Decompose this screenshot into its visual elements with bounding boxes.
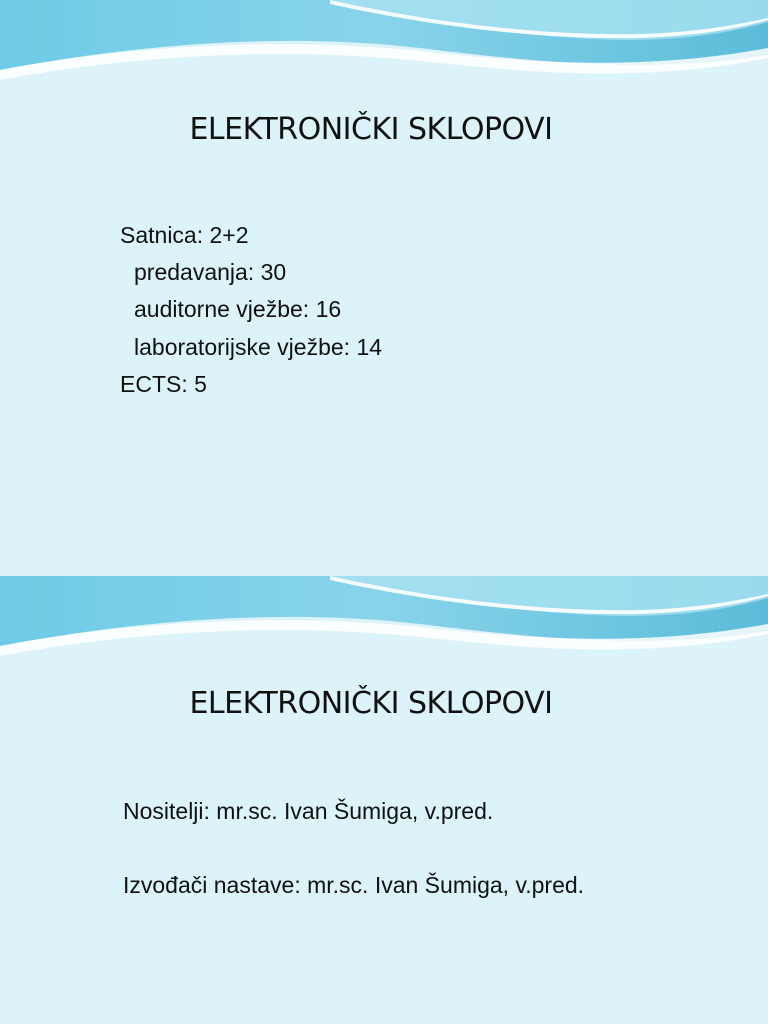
text-satnica: Satnica: 2+2 (120, 222, 249, 248)
wave-header-graphic (0, 0, 768, 90)
text-auditorne-vjezbe: auditorne vježbe: 16 (134, 296, 342, 322)
text-nositelji: Nositelji: mr.sc. Ivan Šumiga, v.pred. (123, 798, 494, 824)
wave-header-graphic (0, 576, 768, 666)
text-laboratorijske-vjezbe: laboratorijske vježbe: 14 (134, 334, 383, 360)
text-izvodaci-nastave: Izvođači nastave: mr.sc. Ivan Šumiga, v.pred. (123, 872, 585, 898)
text-predavanja: predavanja: 30 (134, 259, 287, 285)
slide-2 (0, 576, 768, 1024)
slide-title: ELEKTRONIČKI SKLOPOVI (189, 686, 553, 721)
text-ects: ECTS: 5 (120, 371, 207, 397)
slide-title: ELEKTRONIČKI SKLOPOVI (189, 112, 553, 147)
